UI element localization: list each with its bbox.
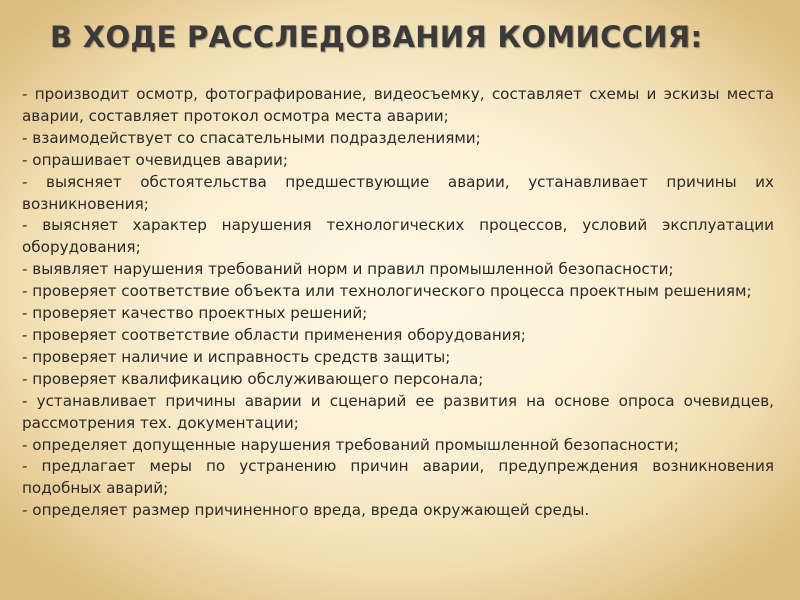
duty-item-15: - определяет размер причиненного вреда, вреда окружающей среды. xyxy=(22,501,590,520)
duty-item-3: - опрашивает очевидцев аварии; xyxy=(22,150,288,169)
duty-item-7: - проверяет соответствие объекта или технологического процесса проектным решениям; xyxy=(22,282,752,301)
duty-item-10: - проверяет наличие и исправность средств защиты; xyxy=(22,347,451,366)
duty-item-14: - предлагает меры по устранению причин аварии, предупреждения возникновения подобных аварий; xyxy=(22,457,774,498)
duty-item-12: - устанавливает причины аварии и сценарий ее развития на основе опроса очевидцев, рассмотрения тех. документации; xyxy=(22,391,774,432)
duty-item-2: - взаимодействует со спасательными подразделениями; xyxy=(22,128,481,147)
duty-item-6: - выявляет нарушения требований норм и правил промышленной безопасности; xyxy=(22,260,674,279)
duty-item-9: - проверяет соответствие области применения оборудования; xyxy=(22,325,526,344)
duty-item-4: - выясняет обстоятельства предшествующие аварии, устанавливает причины их возникновения; xyxy=(22,172,774,213)
slide-title: В ХОДЕ РАССЛЕДОВАНИЯ КОМИССИЯ: xyxy=(50,20,703,54)
duty-item-13: - определяет допущенные нарушения требований промышленной безопасности; xyxy=(22,435,679,454)
commission-duties-list xyxy=(22,84,774,522)
duty-item-8: - проверяет качество проектных решений; xyxy=(22,304,368,323)
duty-item-11: - проверяет квалификацию обслуживающего персонала; xyxy=(22,369,484,388)
duty-item-5: - выясняет характер нарушения технологических процессов, условий эксплуатации оборудования; xyxy=(22,216,774,257)
duty-item-1: - производит осмотр, фотографирование, видеосъемку, составляет схемы и эскизы места аварии, составляет протокол осмотра места аварии; xyxy=(22,85,774,125)
